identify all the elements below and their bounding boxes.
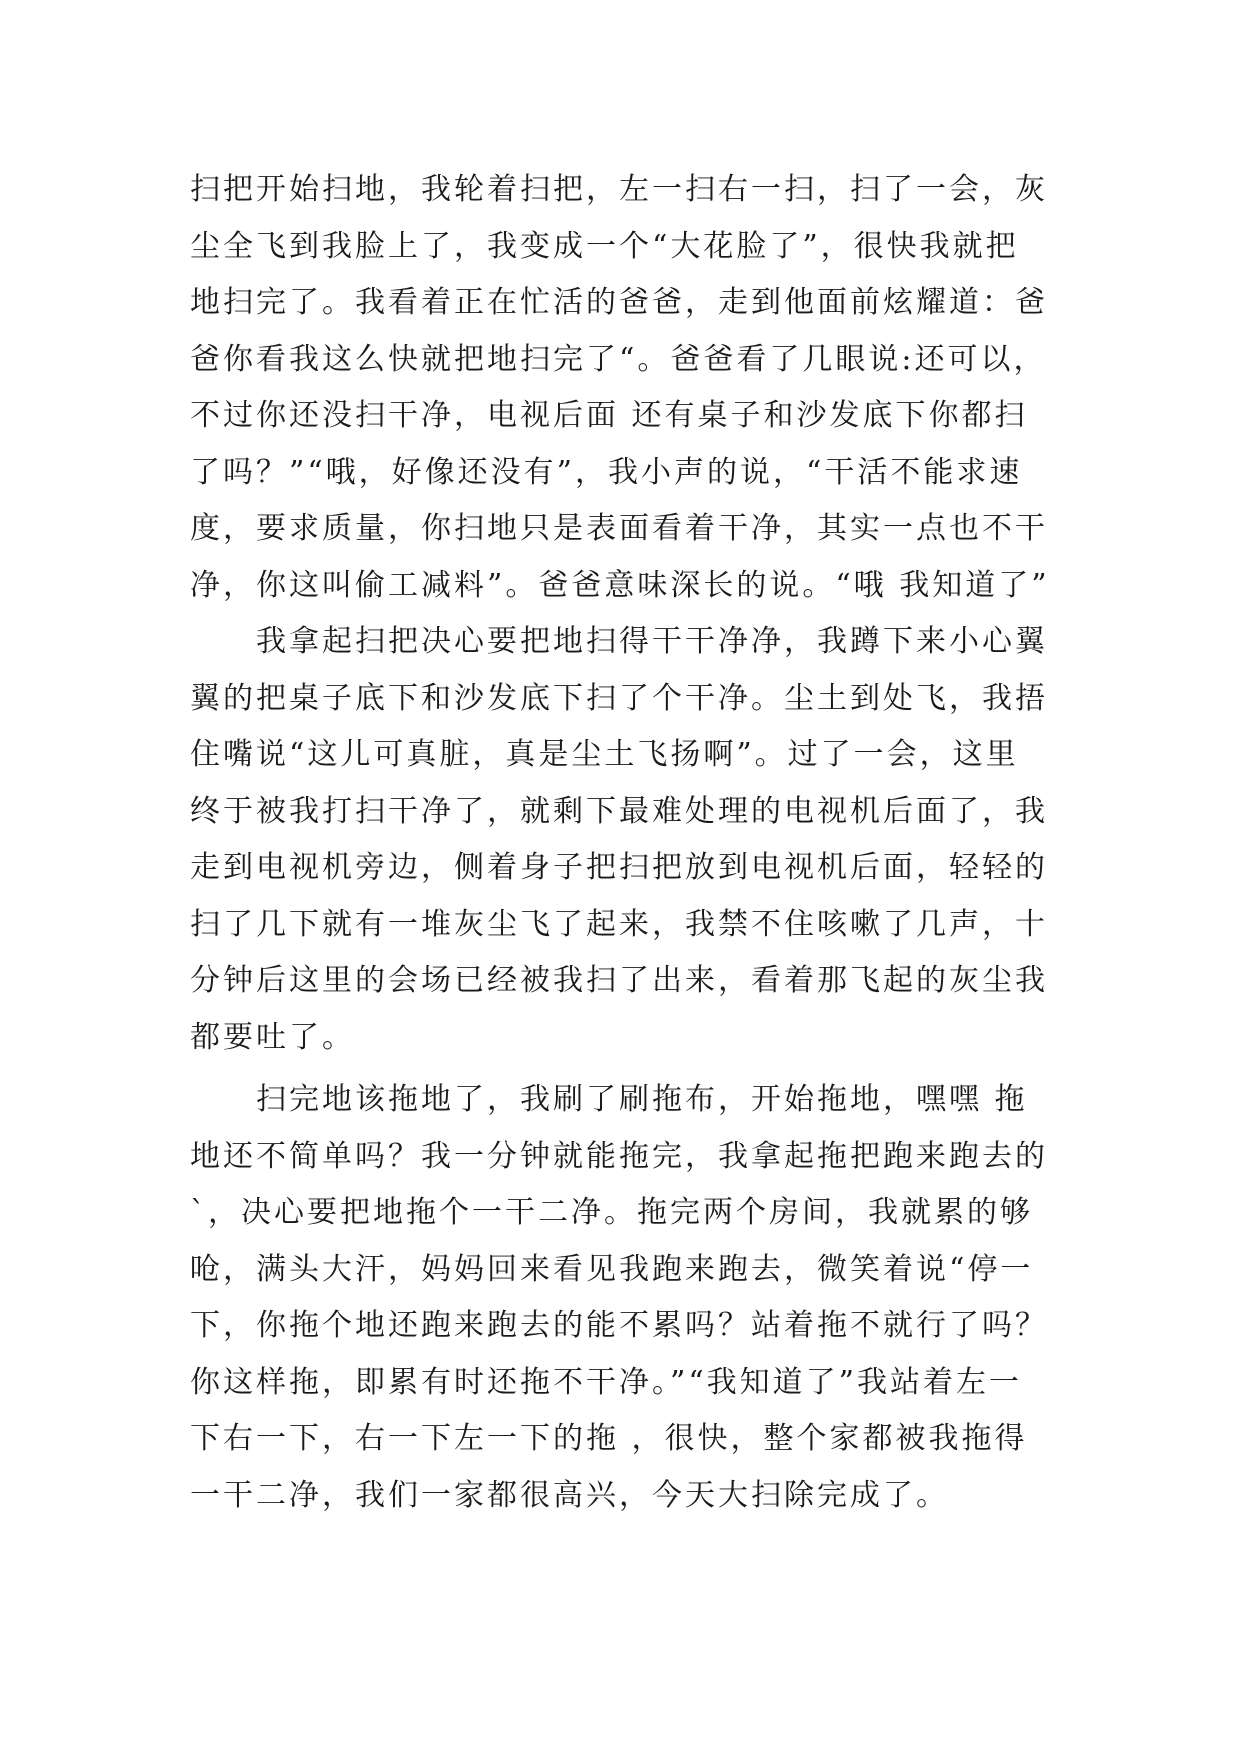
body-text bbox=[190, 162, 1060, 1524]
text-line: 地扫完了。我看着正在忙活的爸爸，走到他面前炫耀道：爸 bbox=[190, 285, 1048, 320]
text-line: 度，要求质量，你扫地只是表面看着干净，其实一点也不干 bbox=[190, 511, 1048, 546]
text-line: 走到电视机旁边，侧着身子把扫把放到电视机后面，轻轻的 bbox=[190, 850, 1048, 885]
text-line: 不过你还没扫干净，电视后面 还有桌子和沙发底下你都扫 bbox=[190, 398, 1028, 433]
text-line: 爸你看我这么快就把地扫完了“。爸爸看了几眼说:还可以， bbox=[190, 341, 1047, 377]
text-line: 分钟后这里的会场已经被我扫了出来，看着那飞起的灰尘我 bbox=[190, 963, 1048, 998]
text-line: 我拿起扫把决心要把地扫得干干净净，我蹲下来小心翼 bbox=[190, 624, 1048, 659]
paragraph-3 bbox=[190, 1072, 1060, 1524]
text-line: `，决心要把地拖个一干二净。拖完两个房间，我就累的够 bbox=[190, 1195, 1033, 1230]
text-line: 了吗？”“哦，好像还没有”，我小声的说，“干活不能求速 bbox=[190, 454, 1023, 490]
text-line: 下右一下，右一下左一下的拖 ，很快，整个家都被我拖得 bbox=[190, 1421, 1028, 1456]
text-line: 终于被我打扫干净了，就剩下最难处理的电视机后面了，我 bbox=[190, 793, 1048, 829]
text-line: 都要吐了。 bbox=[190, 1019, 355, 1055]
text-line: 住嘴说“这儿可真脏，真是尘土飞扬啊”。过了一会，这里 bbox=[190, 737, 1019, 772]
text-line: 扫了几下就有一堆灰尘飞了起来，我禁不住咳嗽了几声，十 bbox=[190, 906, 1048, 942]
text-line: 尘全飞到我脸上了，我变成一个“大花脸了”，很快我就把 bbox=[190, 228, 1019, 264]
text-line: 扫把开始扫地，我轮着扫把，左一扫右一扫，扫了一会，灰 bbox=[190, 172, 1048, 207]
paragraph-1 bbox=[190, 162, 1060, 614]
text-line: 下，你拖个地还跑来跑去的能不累吗？站着拖不就行了吗？ bbox=[190, 1308, 1048, 1343]
text-line: 净，你这叫偷工减料”。爸爸意味深长的说。“哦 我知道了” bbox=[190, 567, 1050, 603]
text-line: 地还不简单吗？我一分钟就能拖完，我拿起拖把跑来跑去的 bbox=[190, 1138, 1048, 1174]
text-line: 呛，满头大汗，妈妈回来看见我跑来跑去，微笑着说“停一 bbox=[190, 1251, 1034, 1287]
text-line: 翼的把桌子底下和沙发底下扫了个干净。尘土到处飞，我捂 bbox=[190, 680, 1048, 716]
text-line: 一干二净，我们一家都很高兴，今天大扫除完成了。 bbox=[190, 1477, 949, 1513]
text-line: 你这样拖，即累有时还拖不干净。”“我知道了”我站着左一 bbox=[190, 1364, 1023, 1400]
text-line: 扫完地该拖地了，我刷了刷拖布，开始拖地，嘿嘿 拖 bbox=[190, 1082, 1028, 1117]
paragraph-2 bbox=[190, 614, 1060, 1066]
